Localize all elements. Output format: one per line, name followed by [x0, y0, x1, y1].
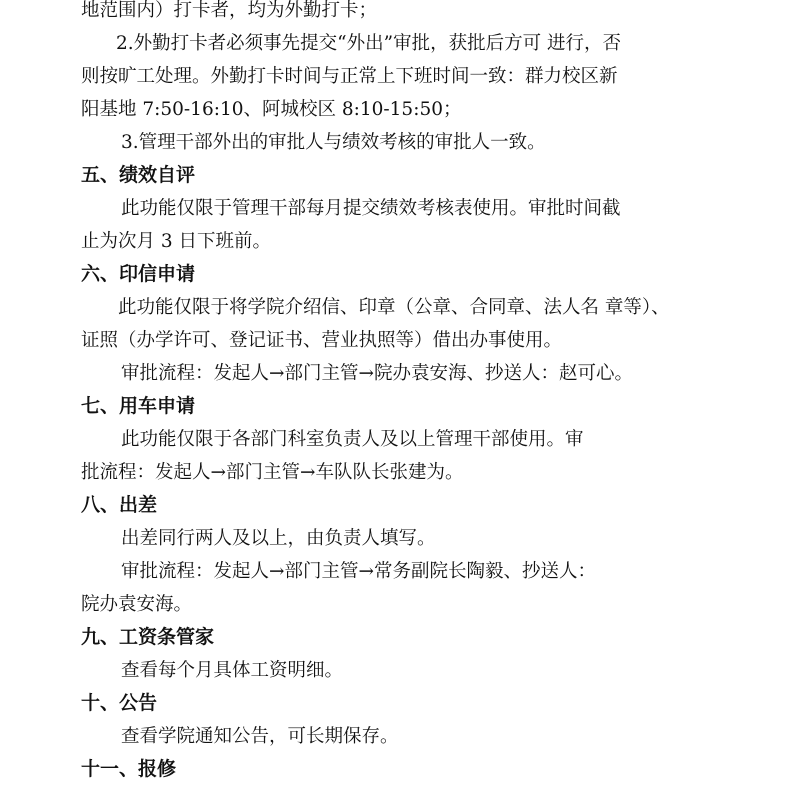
- section-heading: 五、绩效自评: [81, 164, 196, 186]
- body-text-line: 阳基地 7:50-16:10、阿城校区 8:10-15:50；: [81, 99, 462, 120]
- body-text-line: 证照（办学许可、登记证书、营业执照等）借出办事使用。: [81, 330, 563, 351]
- section-heading: 十一、报修: [81, 758, 177, 780]
- body-text-line: 此功能仅限于各部门科室负责人及以上管理干部使用。审: [121, 429, 584, 450]
- body-text-line: 此功能仅限于管理干部每月提交绩效考核表使用。审批时间截: [121, 198, 621, 219]
- body-text-line: 查看学院通知公告，可长期保存。: [121, 726, 399, 747]
- body-text-line: 查看每个月具体工资明细。: [121, 660, 344, 681]
- section-heading: 十、公告: [81, 692, 158, 714]
- section-heading: 六、印信申请: [81, 263, 196, 285]
- body-text-line: 审批流程：发起人→部门主管→院办袁安海、抄送人：赵可心。: [121, 363, 634, 384]
- section-heading: 九、工资条管家: [81, 626, 215, 648]
- body-text-line: 出差同行两人及以上，由负责人填写。: [121, 528, 436, 549]
- body-text-line: 2.外勤打卡者必须事先提交“外出”审批，获批后方可 进行，否: [116, 33, 621, 54]
- body-text-line: 3.管理干部外出的审批人与绩效考核的审批人一致。: [121, 132, 546, 153]
- body-text-line: 地范围内）打卡者，均为外勤打卡；: [81, 0, 378, 21]
- body-text-line: 则按旷工处理。外勤打卡时间与正常上下班时间一致：群力校区新: [81, 66, 618, 87]
- body-text-line: 此功能仅限于将学院介绍信、印章（公章、合同章、法人名 章等）、: [118, 297, 670, 318]
- section-heading: 七、用车申请: [81, 395, 196, 417]
- body-text-line: 批流程：发起人→部门主管→车队队长张建为。: [81, 462, 464, 483]
- section-heading: 八、出差: [81, 494, 158, 516]
- body-text-line: 院办袁安海。: [81, 594, 193, 615]
- body-text-line: 审批流程：发起人→部门主管→常务副院长陶毅、抄送人：: [121, 561, 597, 582]
- body-text-line: 止为次月 3 日下班前。: [81, 231, 272, 252]
